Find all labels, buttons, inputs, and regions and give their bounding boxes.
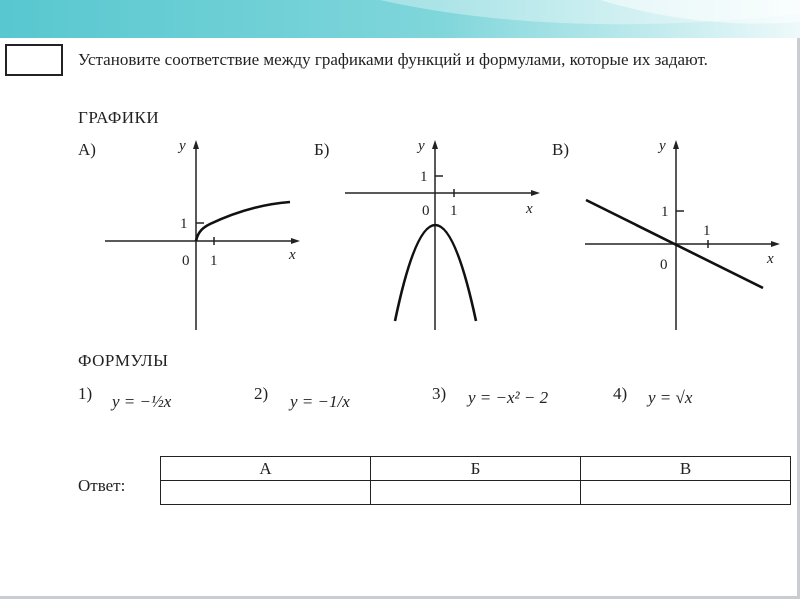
- graph-a-curve: [196, 202, 290, 241]
- formulas-title: ФОРМУЛЫ: [78, 351, 169, 370]
- graph-b: [340, 135, 550, 335]
- graph-b-x-label: x: [526, 201, 533, 217]
- graph-b-x-arrow: [531, 190, 540, 196]
- graph-c-x-label: x: [767, 251, 774, 267]
- graph-b-origin-label: 0: [422, 203, 430, 219]
- graphs-title: ГРАФИКИ: [78, 108, 160, 127]
- graph-c-origin-label: 0: [660, 257, 668, 273]
- graph-a-x-arrow: [291, 238, 300, 244]
- graph-a-x-label: x: [289, 247, 296, 263]
- answer-cell-b[interactable]: [371, 481, 581, 505]
- graph-b-x-tick-label: 1: [450, 203, 458, 219]
- graph-c-label: В): [552, 140, 569, 159]
- graph-c-y-arrow: [673, 140, 679, 149]
- formula-2-label: 2): [254, 384, 269, 403]
- formula-3: y = −x² − 2: [468, 388, 549, 407]
- graph-a-y-label: y: [179, 138, 186, 154]
- graph-b-label: Б): [314, 140, 330, 159]
- top-banner: [0, 0, 800, 38]
- task-number-box: [5, 44, 63, 76]
- answer-header-b: Б: [371, 457, 581, 481]
- answer-header-a: А: [161, 457, 371, 481]
- answer-label: Ответ:: [78, 476, 126, 495]
- answer-header-row: [161, 457, 791, 481]
- graph-a-x-tick-label: 1: [210, 253, 218, 269]
- answer-cell-c[interactable]: [581, 481, 791, 505]
- answer-header-c: В: [581, 457, 791, 481]
- formula-1-label: 1): [78, 384, 93, 403]
- graph-c-x-arrow: [771, 241, 780, 247]
- graph-b-y-arrow: [432, 140, 438, 149]
- graph-b-y-tick-label: 1: [420, 169, 428, 185]
- task-text: Установите соответствие между графиками функций и формулами, которые их задают.: [78, 50, 708, 69]
- graph-a-y-tick-label: 1: [180, 216, 188, 232]
- graph-a-origin-label: 0: [182, 253, 190, 269]
- formula-4: y = √x: [648, 388, 693, 407]
- formula-3-label: 3): [432, 384, 447, 403]
- answer-cell-a[interactable]: [161, 481, 371, 505]
- answer-table: [160, 456, 791, 505]
- formula-1: y = −½x: [112, 392, 172, 411]
- formula-2: y = −1/x: [290, 392, 350, 411]
- graph-c-y-label: y: [659, 138, 666, 154]
- graph-c: [580, 135, 790, 335]
- graph-a: [100, 135, 310, 335]
- answer-input-row: [161, 481, 791, 505]
- formula-4-label: 4): [613, 384, 628, 403]
- graph-c-y-tick-label: 1: [661, 204, 669, 220]
- graph-b-y-label: y: [418, 138, 425, 154]
- graph-a-y-arrow: [193, 140, 199, 149]
- graph-c-x-tick-label: 1: [703, 223, 711, 239]
- graph-a-label: А): [78, 140, 96, 159]
